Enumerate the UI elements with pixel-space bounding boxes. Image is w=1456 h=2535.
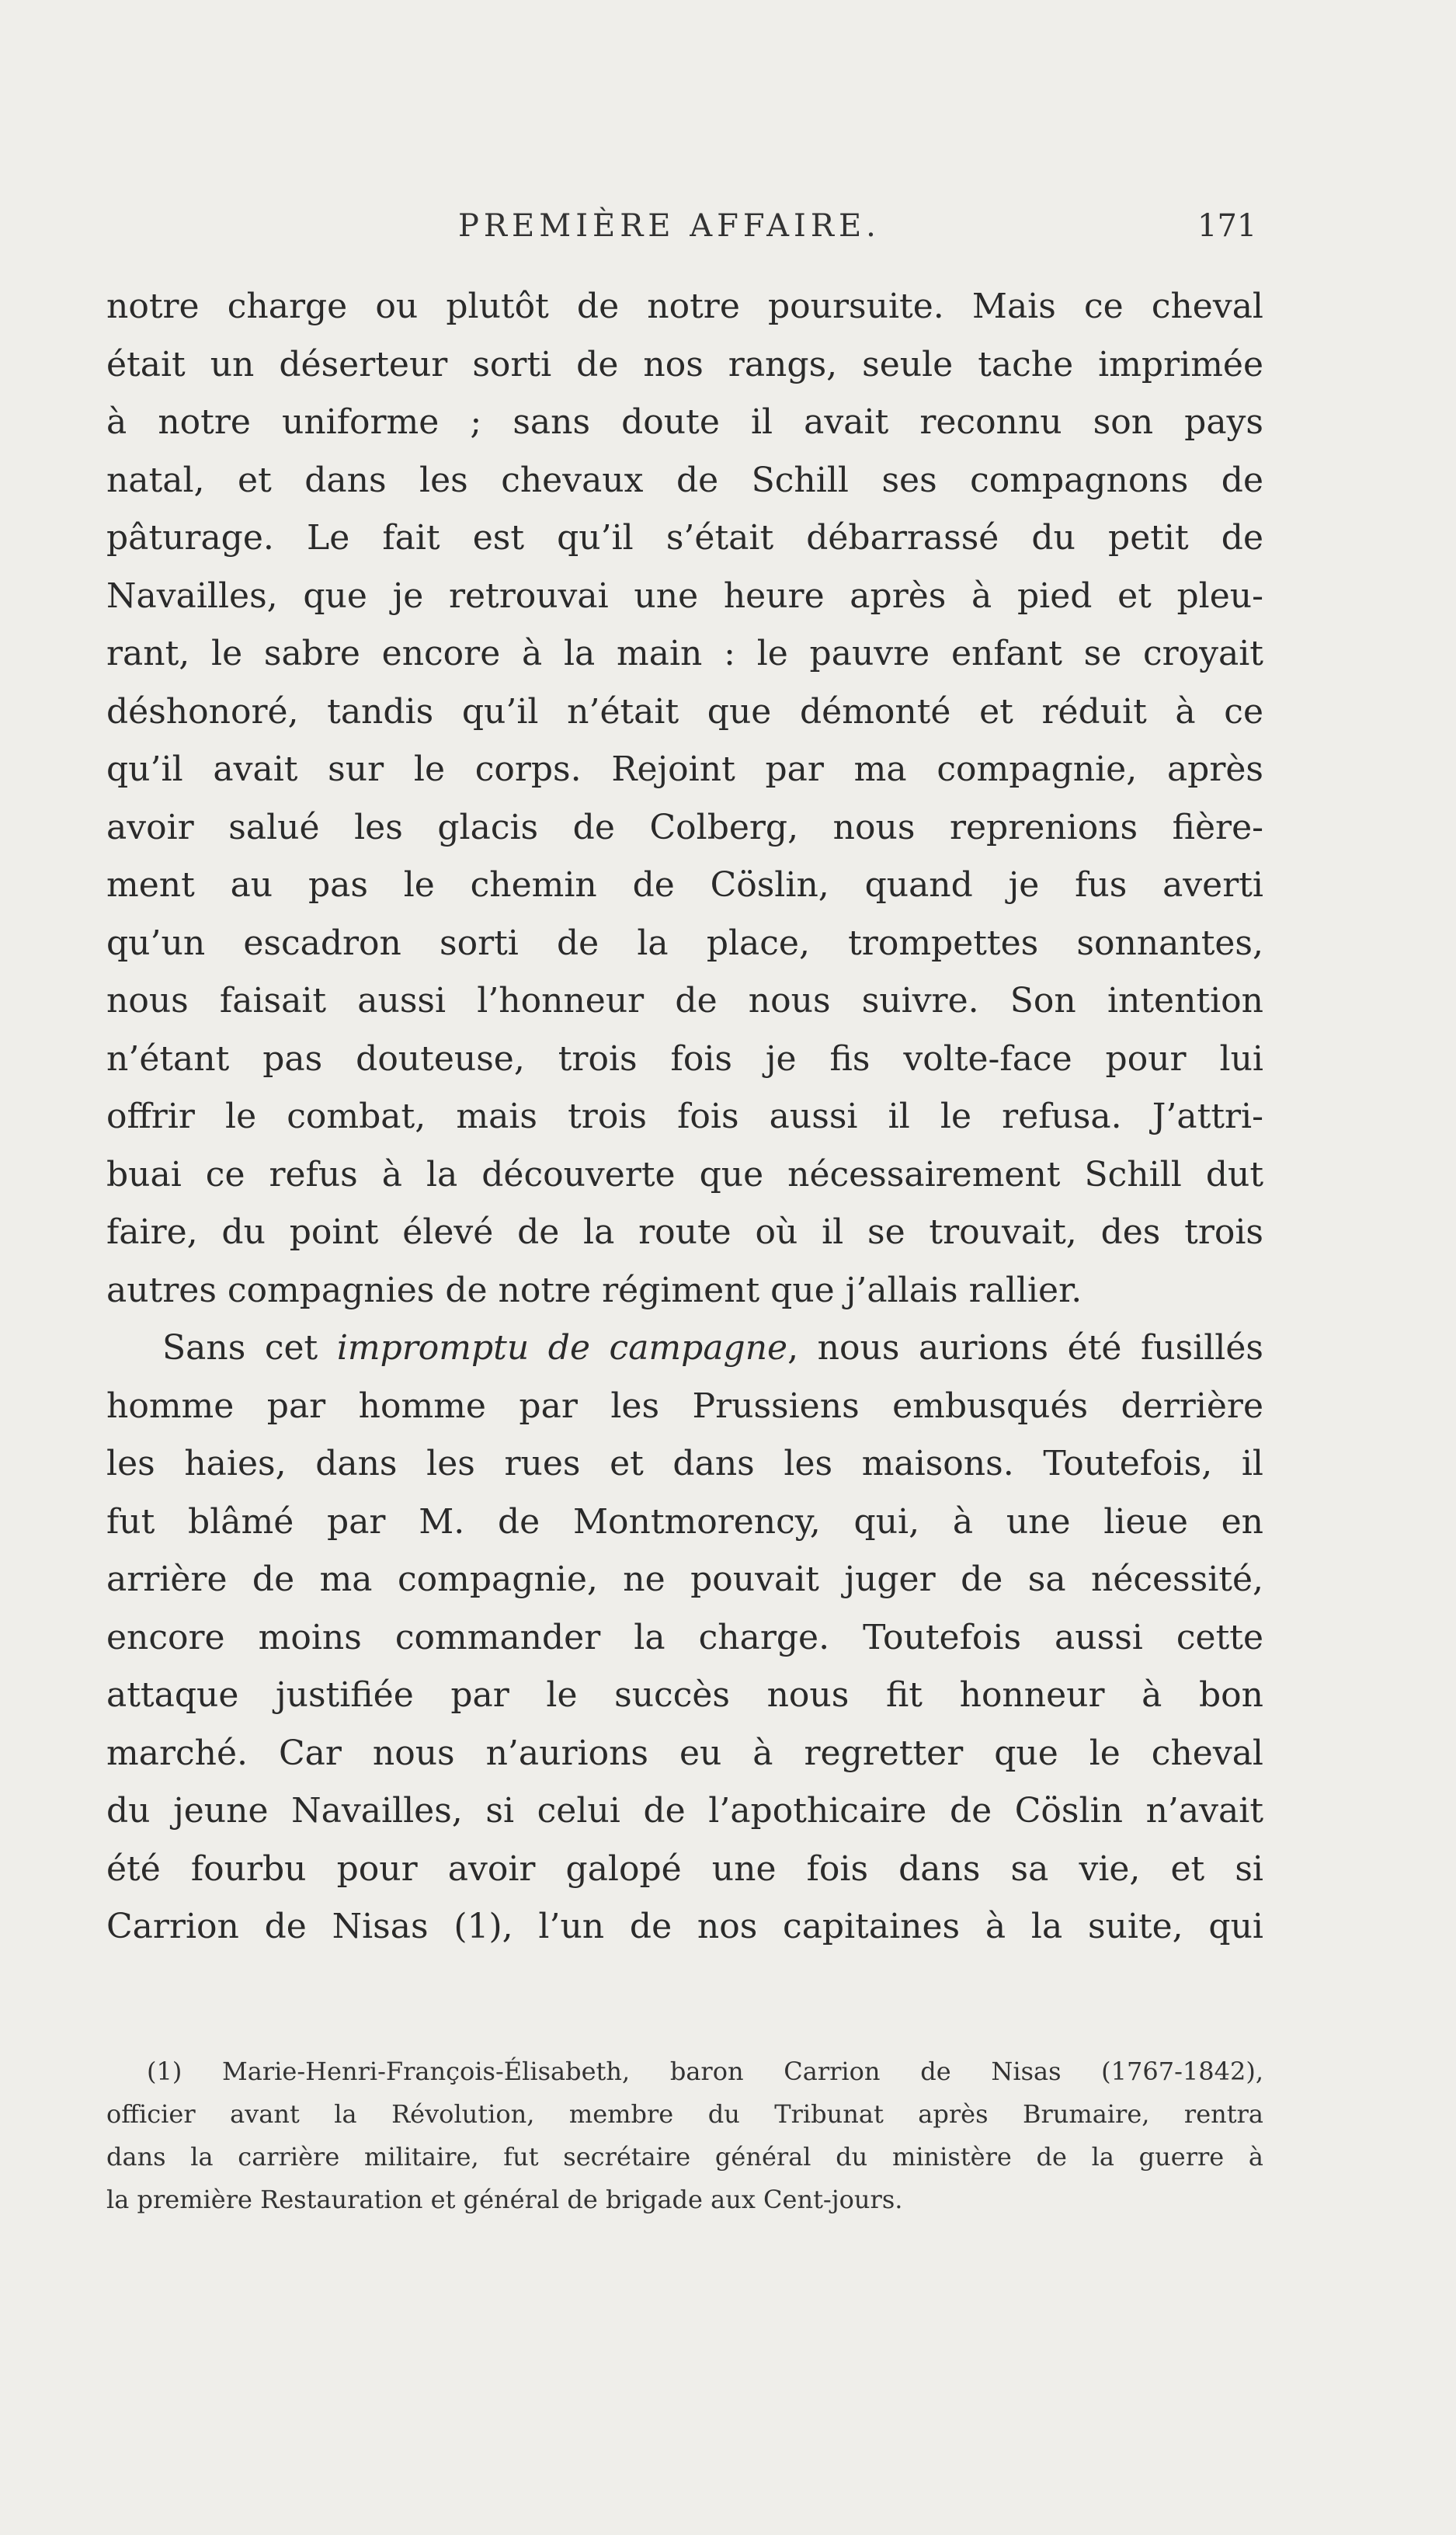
text-line: natal, et dans les chevaux de Schill ses compagnons de <box>106 460 1263 500</box>
text-run: , nous aurions été fusillés <box>787 1328 1263 1368</box>
text-line: été fourbu pour avoir galopé une fois dans sa vie, et si <box>106 1848 1263 1889</box>
text-run: Sans cet <box>162 1328 337 1368</box>
text-line: buai ce refus à la découverte que nécessairement Schill dut <box>106 1154 1263 1194</box>
text-line: encore moins commander la charge. Toutefois aussi cette <box>106 1617 1263 1657</box>
footnote-line: officier avant la Révolution, membre du Tribunat après Brumaire, rentra <box>106 2099 1263 2129</box>
text-line: nous faisait aussi l’honneur de nous suivre. Son intention <box>106 981 1263 1021</box>
text-line: marché. Car nous n’aurions eu à regretter que le cheval <box>106 1733 1263 1773</box>
text-line: arrière de ma compagnie, ne pouvait juger de sa nécessité, <box>106 1560 1263 1599</box>
text-line: déshonoré, tandis qu’il n’était que démonté et réduit à ce <box>106 691 1263 732</box>
page-number: 171 <box>1197 208 1257 244</box>
text-line: n’étant pas douteuse, trois fois je fis volte-face pour lui <box>106 1038 1263 1079</box>
text-line: fut blâmé par M. de Montmorency, qui, à une lieue en <box>106 1501 1263 1542</box>
text-line: offrir le combat, mais trois fois aussi il le refusa. J’attri- <box>106 1097 1263 1136</box>
text-line: du jeune Navailles, si celui de l’apothicaire de Cöslin n’avait <box>106 1791 1263 1831</box>
text-line: faire, du point élevé de la route où il se trouvait, des trois <box>106 1212 1263 1252</box>
page-header <box>0 208 1456 255</box>
text-line: homme par homme par les Prussiens embusqués derrière <box>106 1386 1263 1426</box>
footnote-line: dans la carrière militaire, fut secrétaire général du ministère de la guerre à <box>106 2142 1263 2172</box>
text-line: à notre uniforme ; sans doute il avait reconnu son pays <box>106 402 1263 442</box>
text-line: qu’il avait sur le corps. Rejoint par ma compagnie, après <box>106 749 1263 789</box>
footnote-line: (1) Marie-Henri-François-Élisabeth, baron Carrion de Nisas (1767-1842), <box>147 2057 1263 2086</box>
text-line: était un déserteur sorti de nos rangs, seule tache imprimée <box>106 344 1263 384</box>
footnote <box>106 2050 1263 2221</box>
text-line: Carrion de Nisas (1), l’un de nos capitaines à la suite, qui <box>106 1907 1263 1946</box>
body-text <box>106 278 1263 1956</box>
text-line: pâturage. Le fait est qu’il s’était débarrassé du petit de <box>106 518 1263 558</box>
text-line: ment au pas le chemin de Cöslin, quand je fus averti <box>106 865 1263 905</box>
footnote-line: la première Restauration et général de brigade aux Cent-jours. <box>106 2185 903 2214</box>
running-title: PREMIÈRE AFFAIRE. <box>458 208 881 244</box>
text-line: rant, le sabre encore à la main : le pauvre enfant se croyait <box>106 634 1263 673</box>
text-line: les haies, dans les rues et dans les maisons. Toutefois, il <box>106 1444 1263 1483</box>
paragraph-2-first-line <box>106 1320 1263 1378</box>
text-line: notre charge ou plutôt de notre poursuite. Mais ce cheval <box>106 287 1263 326</box>
text-line: avoir salué les glacis de Colberg, nous reprenions fière- <box>106 807 1263 847</box>
text-line: qu’un escadron sorti de la place, trompettes sonnantes, <box>106 923 1263 963</box>
text-line: attaque justifiée par le succès nous fit honneur à bon <box>106 1675 1263 1715</box>
italic-phrase: impromptu de campagne <box>336 1328 788 1368</box>
text-line: autres compagnies de notre régiment que j’allais rallier. <box>106 1270 1082 1310</box>
text-line: Navailles, que je retrouvai une heure après à pied et pleu- <box>106 576 1263 616</box>
